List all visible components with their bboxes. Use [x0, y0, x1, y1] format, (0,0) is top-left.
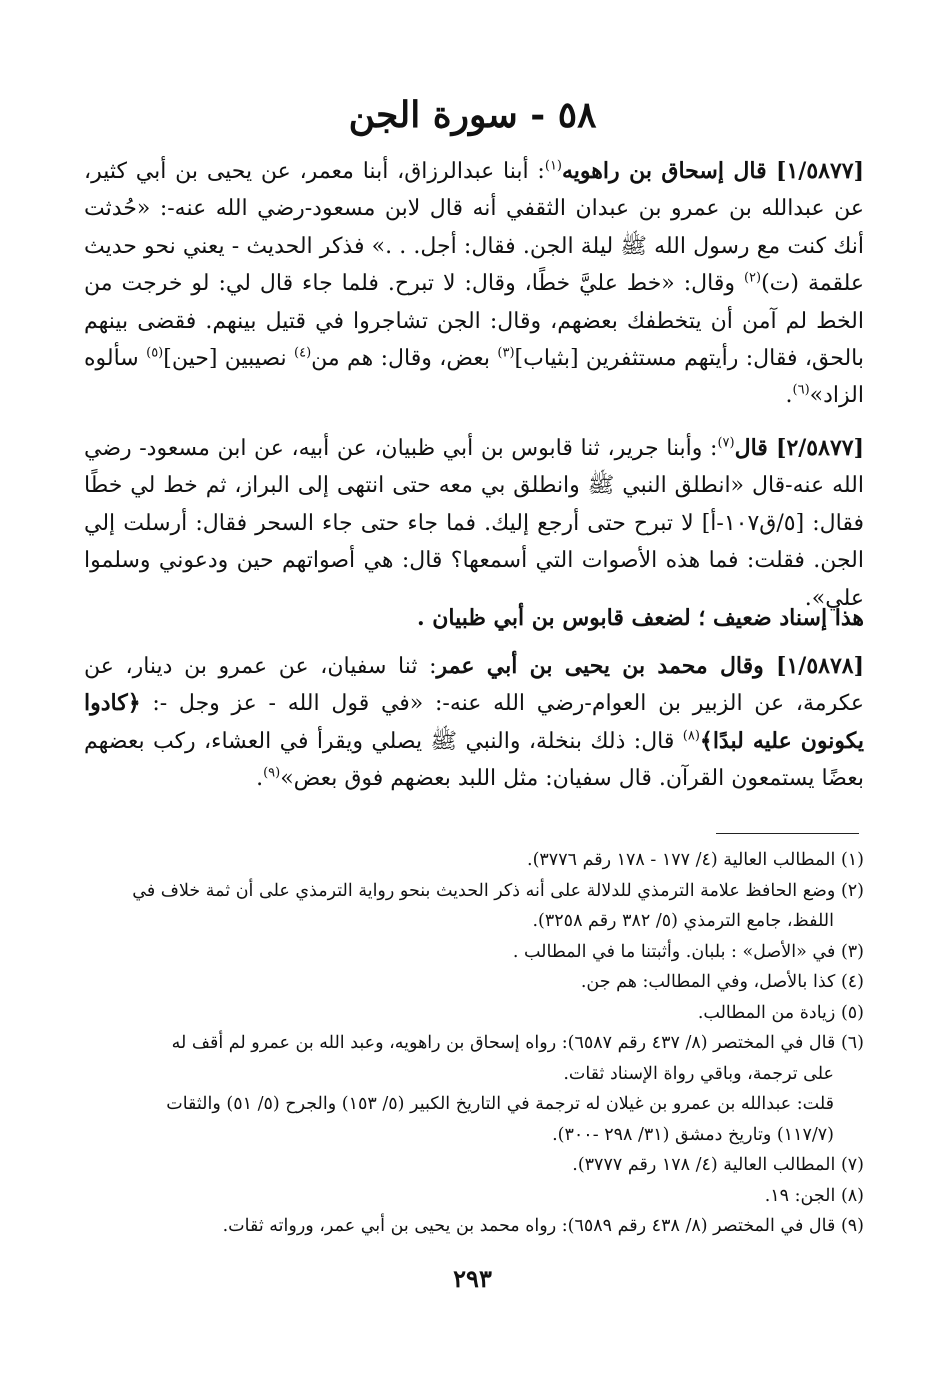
footnote-item: [84, 906, 864, 937]
footnote-number: (٤): [840, 972, 864, 992]
footnote-text: وضع الحافظ علامة الترمذي للدلالة على أنه ذكر الحديث بنحو رواية الترمذي على أن ثمة خلاف في: [132, 880, 836, 901]
footnote-divider: [716, 833, 859, 834]
footnote-ref[interactable]: (٦): [792, 383, 810, 399]
footnote-ref[interactable]: (٤): [294, 345, 312, 361]
footnote-ref[interactable]: (٧): [717, 435, 735, 451]
footnote-item: [84, 937, 864, 968]
hadith-label: [١/٥٨٧٨] وقال محمد بن يحيى بن أبي عمر: [436, 653, 865, 679]
footnote-text: كذا بالأصل، وفي المطالب: هم جن.: [580, 972, 836, 992]
footnote-item: [84, 1150, 864, 1181]
footnote-text: قال في المختصر (٨/ ٤٣٧ رقم ٦٥٨٧): رواه إسحاق بن راهويه، وعبد الله بن عمرو لم أقف له: [171, 1033, 836, 1053]
footnote-text: المطالب العالية (٤/ ١٧٧ - ١٧٨ رقم ٣٧٧٦).: [527, 850, 836, 870]
footnotes: [84, 845, 864, 1242]
footnote-item: [84, 1181, 864, 1212]
hadith-text: .: [256, 766, 264, 792]
footnote-ref[interactable]: (٥): [146, 345, 164, 361]
footnote-number: (٦): [840, 1033, 864, 1053]
isnad-grading: [84, 600, 864, 637]
footnote-text: في «الأصل» : بلبان. وأثبتنا ما في المطالب .: [512, 941, 836, 962]
footnote-text: المطالب العالية (٤/ ١٧٨ رقم ٣٧٧٧).: [572, 1155, 836, 1175]
footnote-text: (١١٧/٧) وتاريخ دمشق (٣١/ ٢٩٨ -٣٠٠).: [552, 1124, 834, 1145]
footnote-number: (٢): [840, 880, 864, 901]
page-number: ٢٩٣: [453, 1264, 492, 1293]
hadith-label: [١/٥٨٧٧] قال إسحاق بن راهويه: [562, 158, 865, 184]
quran-verse: ﴿كادوا يكونون عليه لبدًا﴾: [84, 690, 865, 754]
hadith-text: : أبنا عبدالرزاق، أبنا معمر، عن يحيى بن أبي كثير، عن عبدالله بن عمرو بن عبدان الثقفي أنه قال لابن مسعود-رضي الله عنه-: «حُدثت أنك كنت مع رسول الله ﷺ ليلة الجن. فقال: أجل. . .» فذكر الحديث - يعني نحو حديث علقمة (ت): [84, 159, 864, 297]
footnote-number: (٩): [840, 1216, 864, 1236]
hadith-text: نصيبين [حين]: [163, 346, 294, 372]
hadith-text: بعض، وقال: هم من: [311, 346, 498, 372]
hadith-text: سألوه الزاد»: [84, 346, 864, 409]
footnote-text: زيادة من المطالب.: [697, 1002, 836, 1023]
paragraph: [84, 648, 864, 798]
footnote-item: [84, 1028, 864, 1059]
footnote-item: [84, 967, 864, 998]
footnote-text: اللفظ، جامع الترمذي (٥/ ٣٨٢ رقم ٣٢٥٨).: [532, 911, 834, 931]
footnote-text: قال في المختصر (٨/ ٤٣٨ رقم ٦٥٨٩): رواه محمد بن يحيى بن أبي عمر، ورواته ثقات.: [222, 1216, 836, 1236]
hadith-text: قال: ذلك بنخلة، والنبي ﷺ يصلي ويقرأ في العشاء، ركب بعضهم بعضًا يستمعون القرآن. قال سفيان: مثل اللبد بعضهم فوق بعض»: [84, 728, 864, 792]
footnote-number: (٥): [840, 1002, 864, 1023]
hadith-5877-2: [84, 430, 864, 617]
footnote-text: قلت: عبدالله بن عمرو بن غيلان له ترجمة في التاريخ الكبير (٥/ ١٥٣) والجرح (٥/ ٥١) والثقات: [166, 1094, 834, 1114]
footnote-number: (١): [840, 850, 864, 870]
hadith-text: .: [785, 383, 793, 409]
footnote-ref[interactable]: (٨): [682, 728, 700, 744]
hadith-label: [٢/٥٨٧٧] قال: [734, 435, 864, 461]
footnote-item: [84, 998, 864, 1029]
footnote-text: الجن: ١٩.: [764, 1185, 836, 1206]
footnote-item: [84, 845, 864, 876]
footnote-item: [84, 876, 864, 907]
hadith-5877-1: [84, 153, 864, 415]
footnote-number: (٣): [840, 941, 864, 962]
hadith-text: : ثنا سفيان، عن عمرو بن دينار، عن عكرمة، عن الزبير بن العوام-رضي الله عنه-: «في قول الله - عز وجل -:: [84, 654, 864, 717]
footnote-ref[interactable]: (٣): [497, 345, 515, 361]
hadith-text: وقال: «خط عليَّ خطًا، وقال: لا تبرح. فلما جاء قال لي: لو خرجت من الخط لم آمن أن يتخطفك بعضهم، وقال: الجن تشاجروا في قتيل بينهم. فقضى بينهم بالحق، فقال: رأيتهم مستثفرين [بثياب]: [84, 271, 865, 372]
grading-text: هذا إسناد ضعيف ؛ لضعف قابوس بن أبي ظبيان .: [416, 605, 864, 631]
footnote-ref[interactable]: (١): [544, 158, 562, 174]
footnote-text: على ترجمة، وباقي رواة الإسناد ثقات.: [563, 1063, 834, 1084]
page-title: ٥٨ - سورة الجن: [348, 94, 597, 136]
hadith-text: : وأبنا جرير، ثنا قابوس بن أبي ظبيان، عن أبيه، عن ابن مسعود- رضي الله عنه-قال «انطلق النبي ﷺ وانطلق بي معه حتى انتهى إلى البراز، ثم خط لي خطًا فقال: [٥/ق١٠٧-أ] لا تبرح حتى أرجع إليك. فما جاء حتى جاء السحر فقال: أرسلت إلي الجن. فقلت: فما هذه الأصوات التي أسمعها؟ قال: هي أصواتهم حين ودعوني وسلموا علي».: [84, 436, 864, 611]
paragraph: [84, 153, 864, 415]
footnote-item: [84, 1089, 864, 1120]
footnote-number: (٨): [840, 1185, 864, 1206]
footnote-number: (٧): [840, 1155, 864, 1175]
footnote-ref[interactable]: (٢): [743, 270, 762, 286]
footnote-item: [84, 1120, 864, 1151]
hadith-5878-1: [84, 648, 864, 798]
paragraph: [84, 430, 864, 617]
footnote-item: [84, 1211, 864, 1242]
footnote-item: [84, 1059, 864, 1090]
footnote-ref[interactable]: (٩): [263, 765, 281, 781]
